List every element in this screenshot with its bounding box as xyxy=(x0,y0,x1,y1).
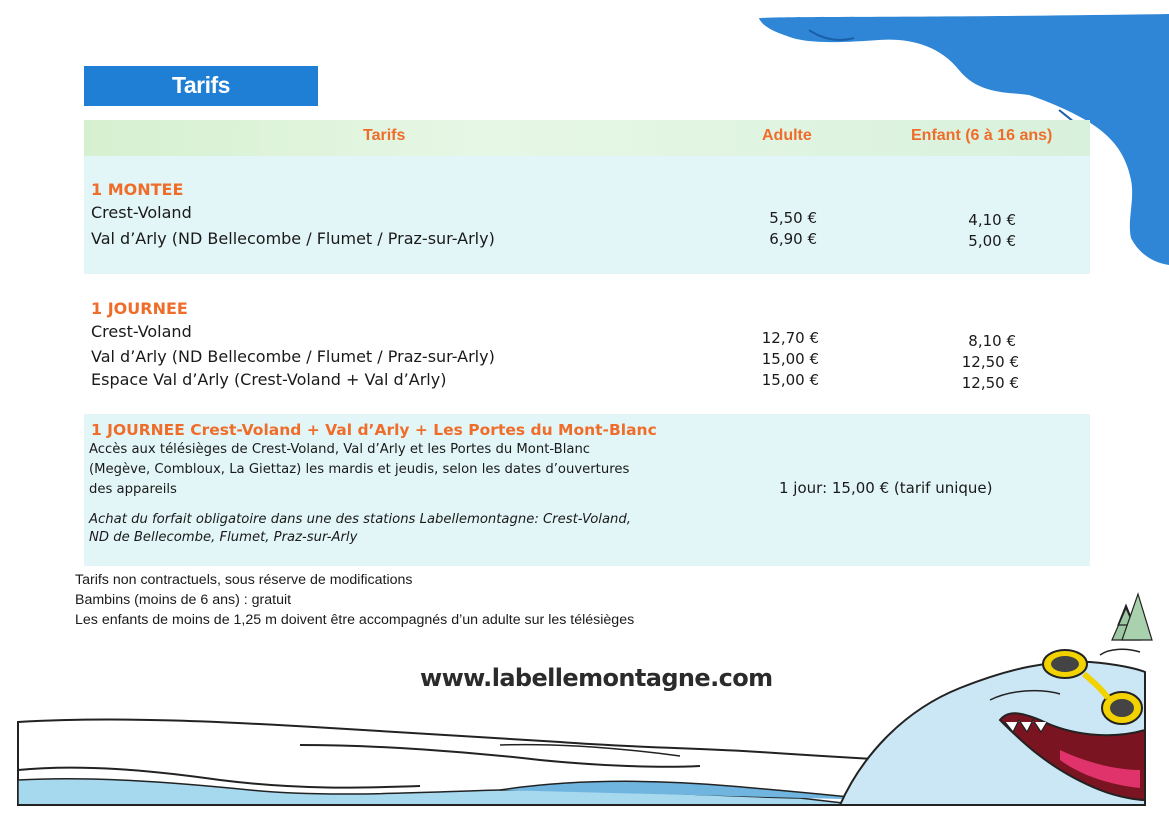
header-enfant: Enfant (6 à 16 ans) xyxy=(911,127,1053,144)
website-link[interactable]: www.labellemontagne.com xyxy=(420,664,773,692)
mont-blanc-description: Accès aux télésièges de Crest-Voland, Val d’Arly et les Portes du Mont-Blanc xyxy=(89,442,591,457)
mont-blanc-title: 1 JOURNEE Crest-Voland + Val d’Arly + Les Portes du Mont-Blanc xyxy=(91,421,657,439)
mont-blanc-description: (Megève, Combloux, La Giettaz) les mardis et jeudis, selon les dates d’ouvertures xyxy=(89,462,630,477)
montee-row-label: Val d’Arly (ND Bellecombe / Flumet / Praz-sur-Arly) xyxy=(91,229,495,248)
montee-adulte-price: 5,50 € xyxy=(769,209,817,227)
header-adulte: Adulte xyxy=(762,127,812,144)
montee-enfant-price: 5,00 € xyxy=(968,232,1016,250)
journee-adulte-price: 15,00 € xyxy=(761,371,819,389)
note-line: Les enfants de moins de 1,25 m doivent être accompagnés d’un adulte sur les télésièges xyxy=(75,612,635,628)
mont-blanc-price: 1 jour: 15,00 € (tarif unique) xyxy=(779,479,993,497)
journee-title: 1 JOURNEE xyxy=(91,299,188,318)
note-line: Tarifs non contractuels, sous réserve de modifications xyxy=(75,572,413,588)
header-tarifs: Tarifs xyxy=(363,127,406,144)
journee-row-label: Crest-Voland xyxy=(91,322,192,341)
journee-adulte-price: 12,70 € xyxy=(761,329,819,347)
note-line: Bambins (moins de 6 ans) : gratuit xyxy=(75,592,292,608)
mont-blanc-purchase-note: ND de Bellecombe, Flumet, Praz-sur-Arly xyxy=(89,530,358,545)
montee-row-label: Crest-Voland xyxy=(91,203,192,222)
journee-row-label: Espace Val d’Arly (Crest-Voland + Val d’Arly) xyxy=(91,370,447,389)
montee-adulte-price: 6,90 € xyxy=(769,230,817,248)
journee-enfant-price: 12,50 € xyxy=(961,374,1019,392)
journee-adulte-price: 15,00 € xyxy=(761,350,819,368)
montee-enfant-price: 4,10 € xyxy=(968,211,1016,229)
mont-blanc-purchase-note: Achat du forfait obligatoire dans une des stations Labellemontagne: Crest-Voland, xyxy=(89,512,631,527)
journee-enfant-price: 8,10 € xyxy=(968,332,1016,350)
montee-title: 1 MONTEE xyxy=(91,180,184,199)
mont-blanc-description: des appareils xyxy=(89,482,177,497)
title-tab-label: Tarifs xyxy=(172,72,230,98)
journee-enfant-price: 12,50 € xyxy=(961,353,1019,371)
journee-row-label: Val d’Arly (ND Bellecombe / Flumet / Praz-sur-Arly) xyxy=(91,347,495,366)
